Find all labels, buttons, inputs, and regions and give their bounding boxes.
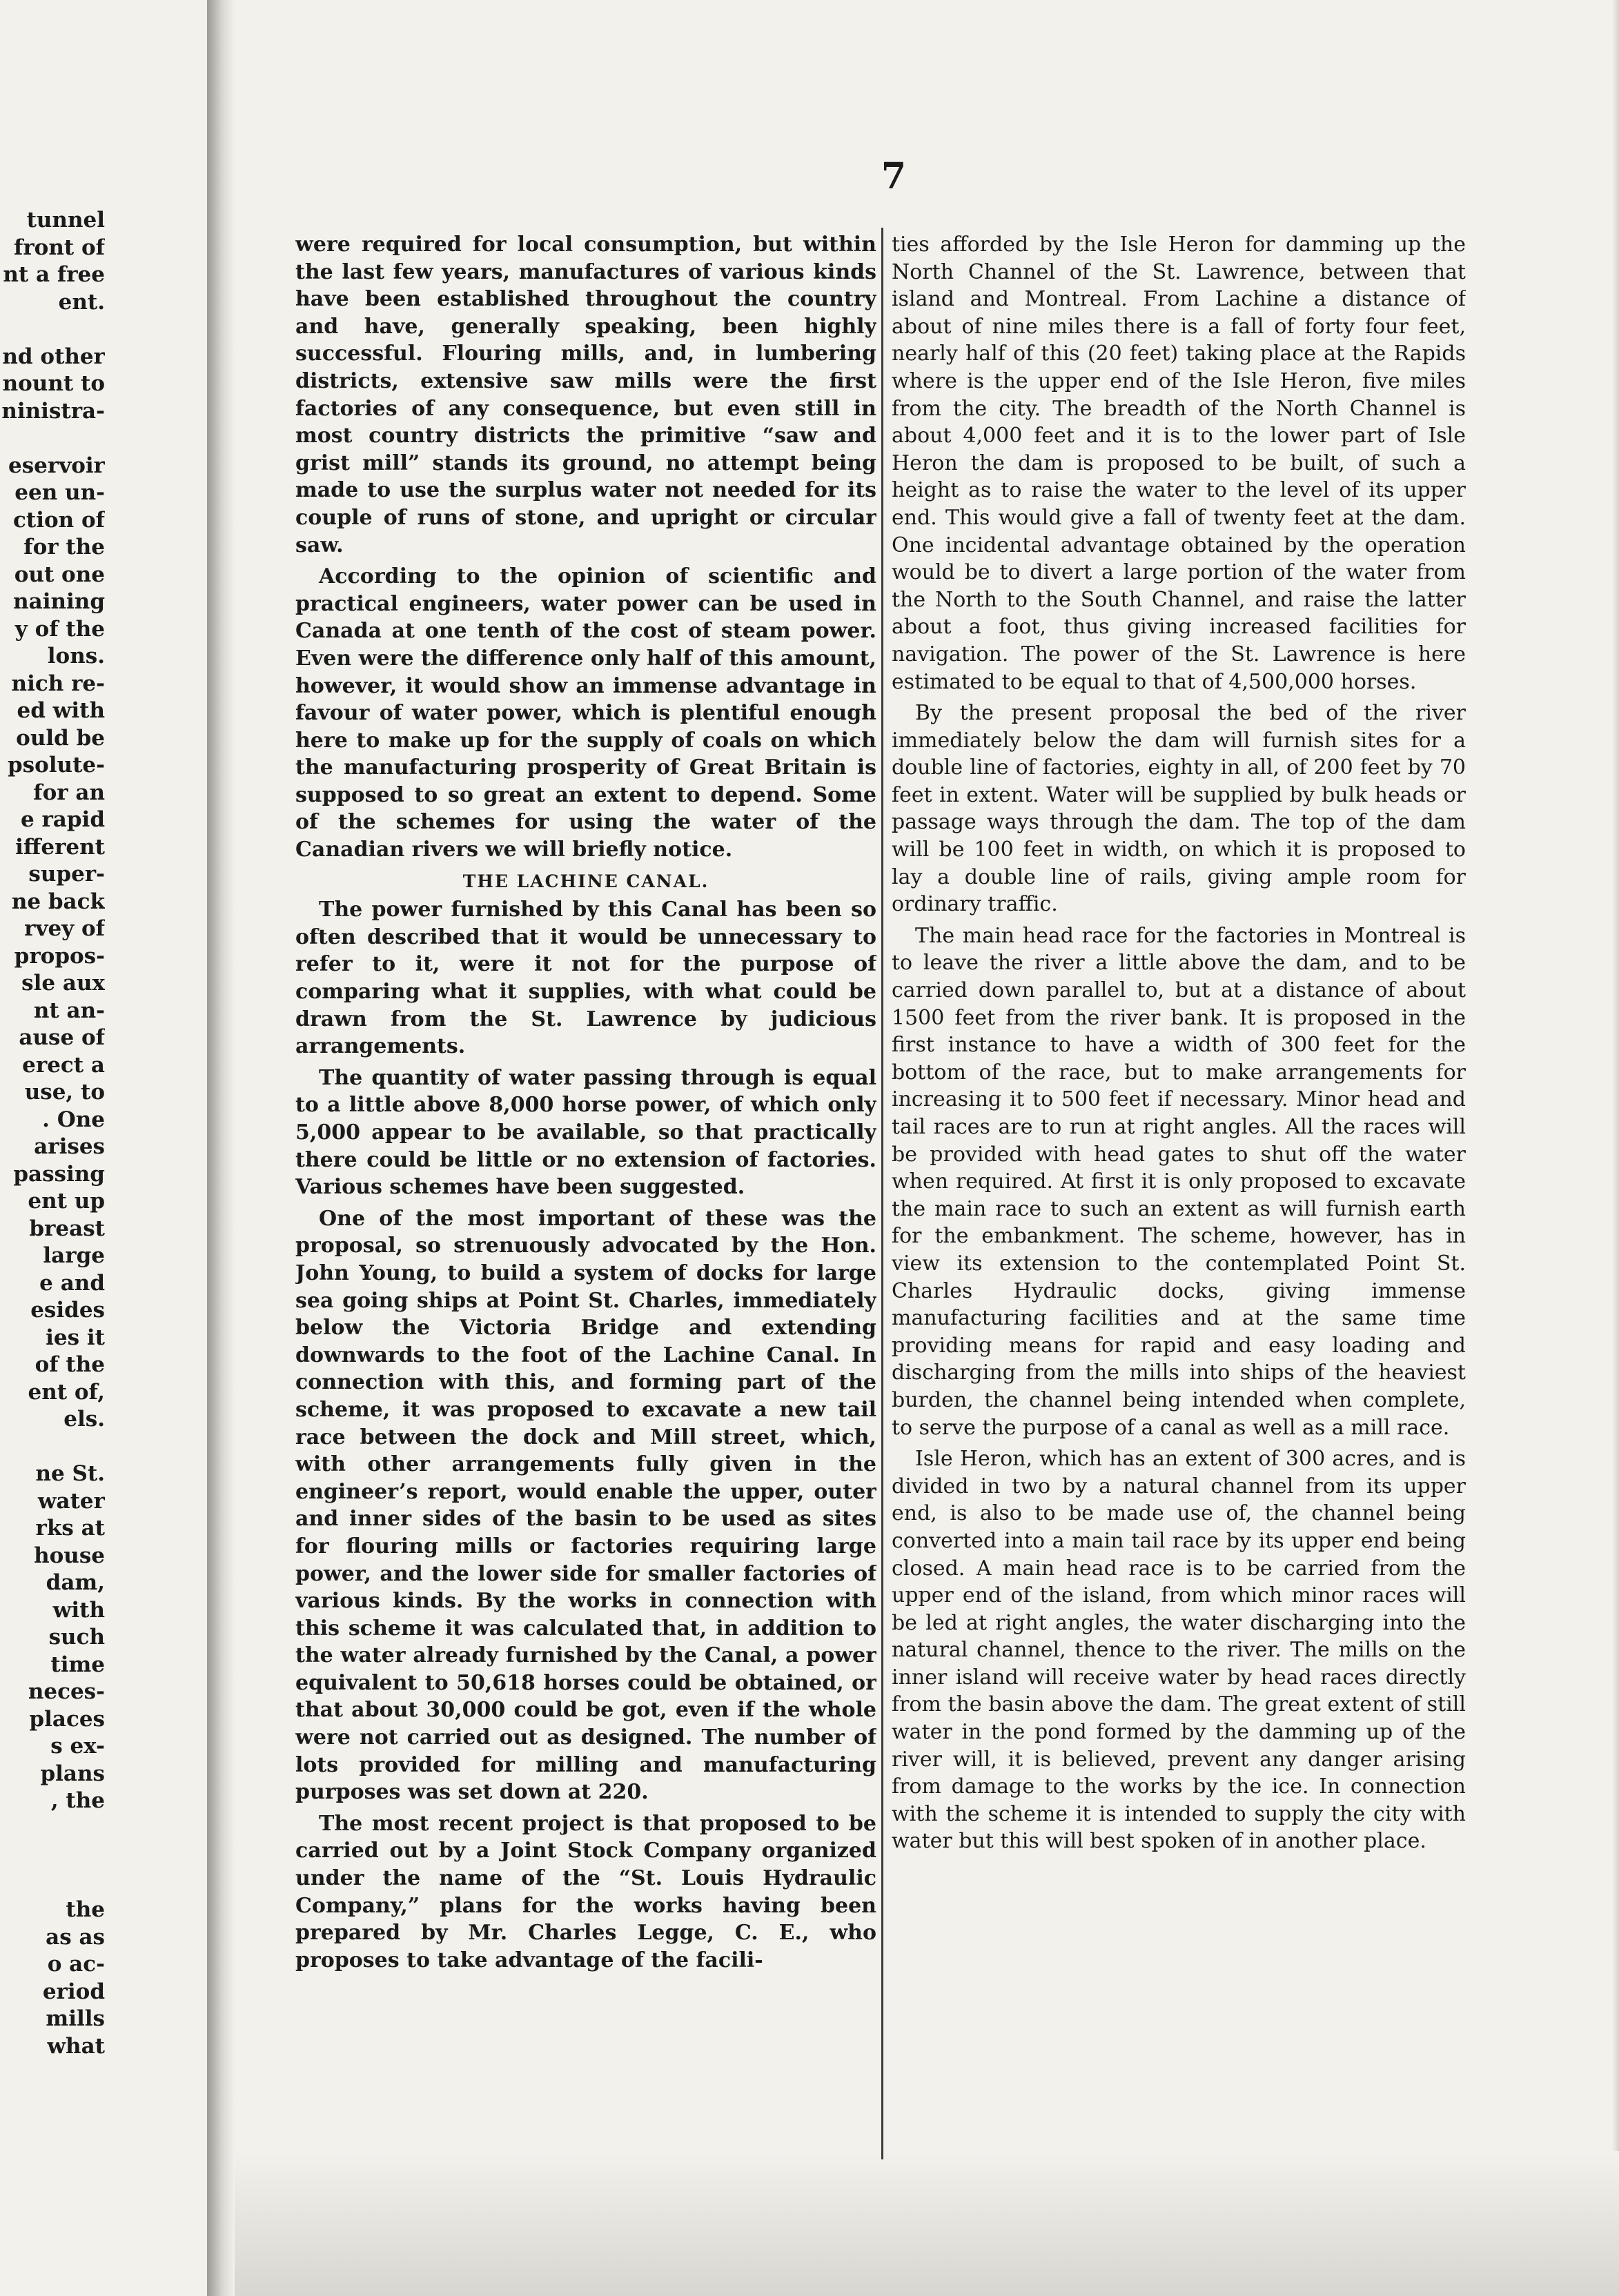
fragment-line: ne St. <box>35 1461 105 1486</box>
fragment-line: rks at <box>35 1516 105 1541</box>
fragment-line: ne back <box>11 889 105 914</box>
fragment-line <box>0 1434 105 1461</box>
fragment-line: water <box>37 1488 105 1514</box>
fragment-line: een un- <box>14 480 105 505</box>
fragment-line: naining <box>13 589 105 614</box>
left-paragraph-6: The most recent project is that proposed to be carried out by a Joint Stock Company organized under the name of the “St. Louis Hydraulic Company,” plans for the works having been prepared by Mr. Charles Legge, C. E., who proposes to take advantage of the facili- <box>295 1811 876 1972</box>
right-paragraph-2: By the present proposal the bed of the river immediately below the dam will furnish sites for a double line of factories, eighty in all, of 200 feet by 70 feet in extent. Water will be supplied by bulk heads or passage ways through the dam. The top of the dam will be 100 feet in width, on which it is proposed to lay a double line of rails, giving ample room for ordinary traffic. <box>892 701 1466 917</box>
left-paragraph-4: The quantity of water passing through is equal to a little above 8,000 horse power, of which only 5,000 appear to be available, so that practically there could be little or no extension of factories. Various schemes have been suggested. <box>295 1065 876 1200</box>
fragment-line: propos- <box>14 943 105 969</box>
fragment-line: ent up <box>28 1189 105 1214</box>
fragment-line: esides <box>30 1298 105 1323</box>
left-paragraph-1: were required for local consumption, but within the last few years, manufactures of various kinds have been established throughout the country and have, generally speaking, been highly successful. Flouring mills, and, in lumbering districts, extensive saw mills were the first factories of any consequence, but even still in most country districts the primitive “saw and grist mill” stands its ground, no attempt being made to use the surplus water not needed for its couple of runs of stone, and upright or circular saw. <box>295 232 876 557</box>
fragment-line: ed with <box>17 698 105 723</box>
page-edge-shadow <box>1612 0 1619 2296</box>
page-bottom-shadow <box>235 2151 1619 2296</box>
right-paragraph-1: ties afforded by the Isle Heron for damming up the North Channel of the St. Lawrence, between that island and Montreal. From Lachine a distance of about of nine miles there is a fall of forty four feet, nearly half of this (20 feet) taking place at the Rapids where is the upper end of the Isle Heron, five miles from the city. The breadth of the North Channel is about 4,000 feet and it is to the lower part of Isle Heron the dam is proposed to be built, of such a height as to raise the water to the level of its upper end. This would give a fall of twenty feet at the dam. One incidental advantage obtained by the operation would be to divert a large portion of the water from the North to the South Channel, and raise the latter about a foot, thus giving increased facilities for navigation. The power of the St. Lawrence is here estimated to be equal to that of 4,500,000 horses. <box>892 232 1466 694</box>
fragment-line: mills <box>46 2006 105 2031</box>
fragment-line <box>0 1842 105 1870</box>
fragment-line: rvey of <box>24 916 105 941</box>
fragment-line: with <box>52 1597 105 1623</box>
fragment-line: . One <box>42 1107 105 1132</box>
page-number: 7 <box>881 155 907 197</box>
fragment-line: sle aux <box>21 971 105 996</box>
fragment-line: such <box>48 1625 105 1650</box>
fragment-line: the <box>66 1897 105 1922</box>
fragment-line: s ex- <box>50 1734 105 1759</box>
fragment-line: ction of <box>13 507 105 533</box>
fragment-line: els. <box>63 1407 105 1432</box>
fragment-line: psolute- <box>7 753 105 778</box>
fragment-line: lons. <box>47 644 105 669</box>
fragment-line <box>0 1870 105 1897</box>
fragment-line: for an <box>33 780 105 805</box>
fragment-line: ould be <box>16 725 105 751</box>
fragment-line: e and <box>39 1270 105 1296</box>
fragment-line: ent of, <box>28 1379 105 1405</box>
right-column <box>892 231 1466 2163</box>
fragment-line <box>0 316 105 344</box>
fragment-line: y of the <box>14 616 105 642</box>
fragment-line: neces- <box>28 1679 105 1704</box>
fragment-line <box>0 1815 105 1843</box>
fragment-line: o ac- <box>47 1952 105 1977</box>
fragment-line: large <box>43 1243 105 1268</box>
fragment-line: plans <box>40 1761 105 1786</box>
fragment-line: house <box>34 1543 105 1568</box>
fragment-line: erect a <box>22 1052 105 1078</box>
fragment-line: ninistra- <box>1 398 105 424</box>
fragment-line: e rapid <box>20 807 105 832</box>
fragment-line: arises <box>34 1134 105 1159</box>
fragment-line: nount to <box>2 371 105 396</box>
fragment-line: dam, <box>46 1570 105 1595</box>
fragment-line: nich re- <box>11 671 105 696</box>
fragment-line: as as <box>46 1924 105 1950</box>
fragment-line: , the <box>50 1788 105 1813</box>
fragment-line: ent. <box>58 289 105 315</box>
fragment-line: eriod <box>42 1979 105 2004</box>
section-heading-lachine-canal: THE LACHINE CANAL. <box>462 871 709 891</box>
fragment-line: tunnel <box>26 208 105 232</box>
left-page-fragment <box>0 207 105 2060</box>
fragment-line: nt an- <box>33 998 105 1023</box>
fragment-line: places <box>29 1706 105 1732</box>
fragment-line: nd other <box>2 344 105 369</box>
left-paragraph-5: One of the most important of these was the proposal, so strenuously advocated by the Hon. John Young, to build a system of docks for large sea going ships at Point St. Charles, immediately below the Victoria Bridge and extending downwards to the foot of the Lachine Canal. In connection with this, and forming part of the scheme, it was proposed to excavate a new tail race between the dock and Mill street, which, with other arrangements fully given in the engineer’s report, would enable the upper, outer and inner sides of the basin to be used as sites for flouring mills or factories requiring large power, and the lower side for smaller factories of various kinds. By the works in connection with this scheme it was calculated that, in addition to the water already furnished by the Canal, a power equivalent to 50,618 horses could be obtained, or that about 30,000 could be got, even if the whole were not carried out as designed. The number of lots provided for milling and manufacturing purposes was set down at 220. <box>295 1206 876 1805</box>
column-divider <box>881 228 883 2159</box>
fragment-line: ause of <box>19 1025 105 1050</box>
fragment-line: for the <box>23 535 105 560</box>
fragment-line: super- <box>28 862 105 887</box>
fragment-line: time <box>50 1652 105 1677</box>
fragment-line: use, to <box>24 1080 105 1105</box>
fragment-line: nt a free <box>3 262 105 287</box>
page-gutter-shadow <box>207 0 235 2296</box>
fragment-line: front of <box>13 235 105 260</box>
left-column <box>295 231 876 2163</box>
fragment-line: what <box>47 2033 105 2059</box>
right-paragraph-4: Isle Heron, which has an extent of 300 acres, and is divided in two by a natural channel from its upper end, is also to be made use of, the channel being converted into a main tail race by its upper end being closed. A main head race is to be carried from the upper end of the island, from which minor races will be led at right angles, the water discharging into the natural channel, thence to the river. The mills on the inner island will receive water by head races directly from the basin above the dam. The great extent of still water in the pond formed by the damming up of the river will, it is believed, prevent any danger arising from damage to the works by the ice. In connection with the scheme it is intended to supply the city with water but this will best spoken of in another place. <box>892 1447 1466 1854</box>
left-paragraph-3: The power furnished by this Canal has been so often described that it would be unnecessary to refer to it, were it not for the purpose of comparing what it supplies, with what could be drawn from the St. Lawrence by judicious arrangements. <box>295 898 876 1059</box>
fragment-line <box>0 425 105 453</box>
fragment-line: ies it <box>46 1325 105 1350</box>
fragment-line: of the <box>35 1352 105 1377</box>
fragment-line: passing <box>13 1161 105 1187</box>
fragment-line: breast <box>29 1216 105 1241</box>
fragment-line: eservoir <box>8 453 105 478</box>
fragment-line: ifferent <box>15 834 105 860</box>
fragment-line: out one <box>14 562 105 587</box>
left-paragraph-2: According to the opinion of scientific and practical engineers, water power can be used in Canada at one tenth of the cost of steam power. Even were the difference only half of this amount, however, it would show an immense advantage in favour of water power, which is plentiful enough here to make up for the supply of coals on which the manufacturing prosperity of Great Britain is supposed to so great an extent to depend. Some of the schemes for using the water of the Canadian rivers we will briefly notice. <box>295 564 876 862</box>
right-paragraph-3: The main head race for the factories in Montreal is to leave the river a little above the dam, and to be carried down parallel to, but at a distance of about 1500 feet from the river bank. It is proposed in the first instance to have a width of 300 feet for the bottom of the race, but to make arrangements for increasing it to 500 feet if necessary. Minor head and tail races are to run at right angles. All the races will be provided with head gates to shut off the water when required. At first it is only proposed to excavate the main race to such an extent as will furnish earth for the embankment. The scheme, however, has in view its extension to the contemplated Point St. Charles Hydraulic docks, giving immense manufacturing facilities and at the same time providing means for rapid and easy loading and discharging from the mills into ships of the heaviest burden, the channel being intended when complete, to serve the purpose of a canal as well as a mill race. <box>892 923 1466 1440</box>
